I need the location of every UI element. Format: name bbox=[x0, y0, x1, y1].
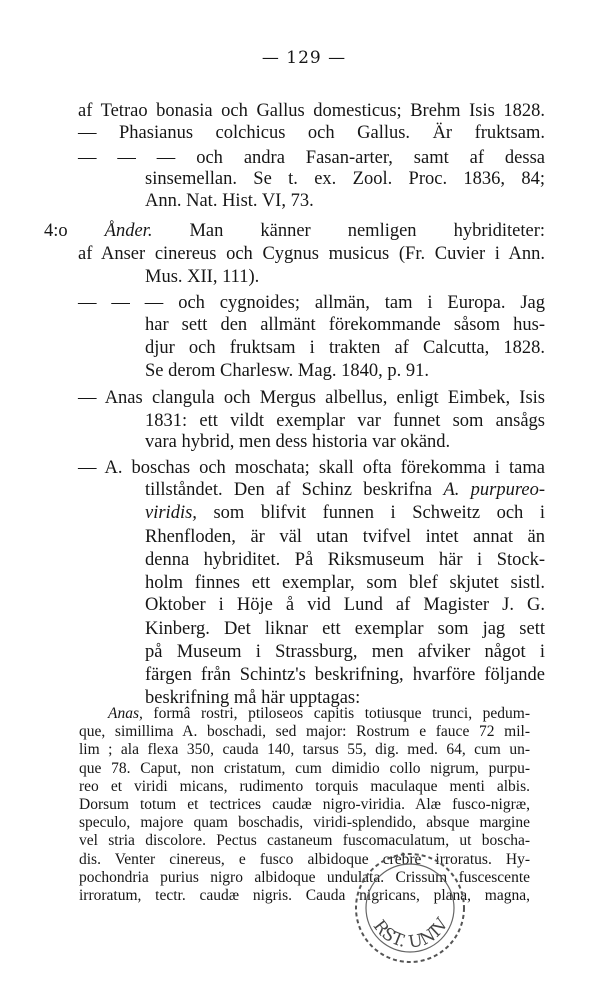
text-line: — Anas clangula och Mergus albellus, enligt Eimbek, Isis bbox=[78, 388, 545, 408]
latin-line: Dorsum totum et tectrices caudæ nigro-viridia. Alæ fusco-nigræ, bbox=[79, 796, 530, 813]
text-line: sinsemellan. Se t. ex. Zool. Proc. 1836, 84; bbox=[145, 169, 545, 189]
text-line: har sett den allmänt förekommande såsom hus- bbox=[145, 315, 545, 335]
text-line: Rhenfloden, är väl utan tvifvel intet annat än bbox=[145, 527, 545, 547]
text-line: viridis, som blifvit funnen i Schweitz och i bbox=[145, 503, 545, 523]
text-line: beskrifning må här upptagas: bbox=[145, 688, 361, 708]
text-line: Oktober i Höje å vid Lund af Magister J. G. bbox=[145, 595, 545, 615]
latin-line: lim ; ala flexa 350, cauda 140, tarsus 55, dig. med. 64, cum un- bbox=[79, 741, 530, 759]
latin-line: irroratum, tectr. caudæ nigris. Cauda nigricans, plana, magna, bbox=[79, 887, 530, 904]
latin-line: reo et viridi micans, rudimento torquis maculaque menti albis. bbox=[79, 777, 530, 795]
text-line: djur och fruktsam i trakten af Calcutta, 1828. bbox=[145, 338, 545, 358]
latin-line: dis. Venter cinereus, e fusco albidoque crebre irroratus. Hy- bbox=[79, 850, 530, 868]
text-line: af Tetrao bonasia och Gallus domesticus; Brehm Isis 1828. bbox=[78, 101, 545, 121]
svg-text:RST. UNIV bbox=[369, 914, 453, 952]
library-stamp bbox=[350, 848, 470, 968]
stamp-text: RST. UNIV bbox=[368, 914, 453, 953]
page-number: — 129 — bbox=[261, 48, 347, 68]
text-line: — A. boschas och moschata; skall ofta förekomma i tama bbox=[78, 458, 545, 478]
latin-line: que 78. Caput, non cristatum, cum dimidio collo nigrum, purpu- bbox=[79, 759, 530, 777]
text-line: Se derom Charlesw. Mag. 1840, p. 91. bbox=[145, 361, 429, 381]
text-line: holm finnes ett exemplar, som blef skjutet sistl. bbox=[145, 573, 545, 593]
text-line: Mus. XII, 111). bbox=[145, 267, 260, 287]
text-line: — — — och andra Fasan-arter, samt af dessa bbox=[78, 148, 545, 168]
text-line: på Museum i Strassburg, men afviker något i bbox=[145, 642, 545, 662]
text-line: vara hybrid, men dess historia var okänd. bbox=[145, 432, 451, 452]
text-line: 1831: ett vildt exemplar var funnet som ansågs bbox=[145, 411, 545, 431]
text-line: tillståndet. Den af Schinz beskrifna A. purpureo- bbox=[145, 480, 545, 500]
latin-line: que, simillima A. boschadi, sed major: Rostrum e fauce 72 mil- bbox=[79, 723, 530, 741]
latin-line: vel stria discolore. Pectus castaneum fuscomaculatum, ut boscha- bbox=[79, 832, 530, 850]
latin-line: pochondria purius nigro albidoque undulata. Crissum fuscescente bbox=[79, 868, 530, 886]
text-line: Ann. Nat. Hist. VI, 73. bbox=[145, 191, 314, 211]
text-line: Kinberg. Det liknar ett exemplar som jag sett bbox=[145, 619, 545, 639]
text-line: — Phasianus colchicus och Gallus. Är fruktsam. bbox=[78, 123, 545, 143]
text-line: denna hybriditet. På Riksmuseum här i Stock- bbox=[145, 550, 545, 570]
text-line: af Anser cinereus och Cygnus musicus (Fr. Cuvier i Ann. bbox=[78, 244, 545, 264]
text-line: färgen från Schintz's beskrifning, hvarföre följande bbox=[145, 665, 545, 685]
text-line: 4:o Ånder. Man känner nemligen hybriditeter: bbox=[44, 221, 546, 241]
latin-line: Anas, formâ rostri, ptiloseos capitis totiusque trunci, pedum- bbox=[108, 705, 530, 722]
latin-line: speculo, majore quam boschadis, viridi-splendido, absque margine bbox=[79, 814, 530, 832]
text-line: — — — och cygnoides; allmän, tam i Europa. Jag bbox=[78, 293, 545, 313]
